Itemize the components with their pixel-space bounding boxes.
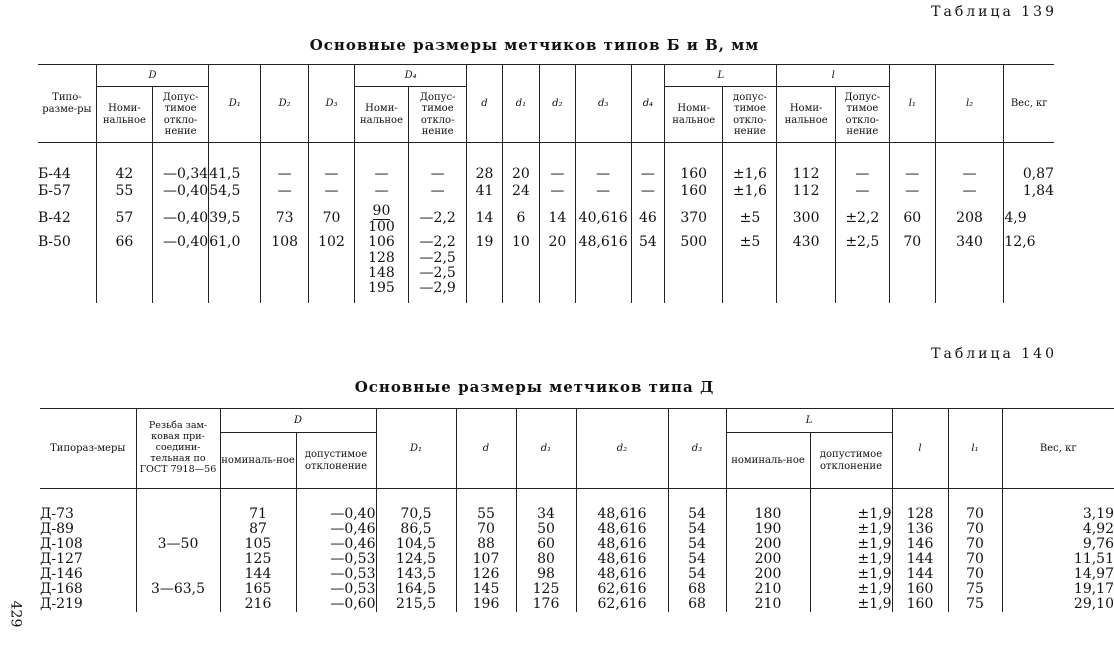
cell-weight: 12,6 bbox=[1004, 235, 1054, 251]
cell-thread bbox=[136, 567, 220, 582]
cell-D-nom: 165 bbox=[220, 582, 296, 597]
cell-d3: 68 bbox=[668, 597, 726, 612]
cell-d3: 54 bbox=[668, 507, 726, 522]
cell-l2: 208 bbox=[935, 204, 1004, 235]
cell-weight: 11,51 bbox=[1002, 552, 1114, 567]
cell-l-dev: — bbox=[835, 167, 889, 184]
cell-d2: 48,616 bbox=[576, 567, 668, 582]
cell-l1: 60 bbox=[889, 204, 935, 235]
cell-d4: 46 bbox=[631, 204, 664, 235]
cell-D4-dev: —2,5 bbox=[409, 251, 467, 266]
cell-d1: 24 bbox=[502, 184, 539, 204]
cell-L-dev: ±1,9 bbox=[810, 522, 892, 537]
cell-D4-dev: — bbox=[409, 184, 467, 204]
cell-D-dev: —0,53 bbox=[296, 552, 376, 567]
table140 bbox=[40, 408, 1114, 612]
cell-d2: 20 bbox=[540, 235, 575, 251]
header-d2: d₂ bbox=[540, 65, 575, 143]
cell-L-nom: 190 bbox=[726, 522, 810, 537]
cell-d3: 48,616 bbox=[575, 235, 631, 251]
header-D4-nom: Номи-нальное bbox=[354, 87, 408, 143]
header-D3: D₃ bbox=[309, 65, 355, 143]
cell-l1: 70 bbox=[948, 537, 1002, 552]
cell-d: 70 bbox=[456, 522, 516, 537]
cell-l1: 75 bbox=[948, 597, 1002, 612]
cell-l: 160 bbox=[892, 597, 948, 612]
cell-d: 145 bbox=[456, 582, 516, 597]
cell-d3: 54 bbox=[668, 567, 726, 582]
cell-d1: 80 bbox=[516, 552, 576, 567]
cell-D-nom: 87 bbox=[220, 522, 296, 537]
cell-D1: 215,5 bbox=[376, 597, 456, 612]
cell-d: 126 bbox=[456, 567, 516, 582]
cell-L-dev: ±1,9 bbox=[810, 567, 892, 582]
cell-l-nom: 112 bbox=[777, 167, 835, 184]
header-L: L bbox=[665, 65, 777, 87]
cell-D4-nom: 148 bbox=[354, 266, 408, 281]
cell-D1: 70,5 bbox=[376, 507, 456, 522]
table-row bbox=[40, 567, 1114, 582]
header-d: d bbox=[467, 65, 502, 143]
cell-l-nom: 430 bbox=[777, 235, 835, 251]
cell-d3: 40,616 bbox=[575, 204, 631, 235]
cell-D-dev: —0,53 bbox=[296, 567, 376, 582]
header-L-nom: Номи-нальное bbox=[665, 87, 723, 143]
cell-type: В-42 bbox=[38, 209, 71, 226]
cell-D3: — bbox=[309, 167, 355, 184]
cell-l1: 70 bbox=[948, 567, 1002, 582]
header-d4: d₄ bbox=[631, 65, 664, 143]
page-number: 429 bbox=[7, 600, 24, 628]
cell-d1: 98 bbox=[516, 567, 576, 582]
cell-l-nom: 112 bbox=[777, 184, 835, 204]
cell-thread bbox=[136, 522, 220, 537]
cell-d1: 176 bbox=[516, 597, 576, 612]
cell-type: Д-108 bbox=[40, 535, 83, 552]
table-row bbox=[38, 266, 1054, 281]
header-D: D bbox=[96, 65, 208, 87]
cell-D-dev: —0,40 bbox=[152, 184, 208, 204]
cell-D1: 164,5 bbox=[376, 582, 456, 597]
cell-l: 128 bbox=[892, 507, 948, 522]
cell-D4-dev: —2,9 bbox=[409, 281, 467, 303]
cell-l-dev: ±2,2 bbox=[835, 204, 889, 235]
cell-D-nom: 55 bbox=[96, 184, 152, 204]
cell-d1: 6 bbox=[502, 204, 539, 235]
header-l1: l₁ bbox=[948, 409, 1002, 489]
header-L-dev: допустимое отклонение bbox=[810, 433, 892, 489]
cell-D3: 102 bbox=[309, 235, 355, 251]
header-L-dev: допус-тимое откло-нение bbox=[723, 87, 777, 143]
cell-D-dev: —0,40 bbox=[296, 507, 376, 522]
cell-weight: 19,17 bbox=[1002, 582, 1114, 597]
header-D4-dev: Допус-тимое откло-нение bbox=[409, 87, 467, 143]
cell-D4-nom: 128 bbox=[354, 251, 408, 266]
cell-D3: — bbox=[309, 184, 355, 204]
cell-D2: 108 bbox=[261, 235, 309, 251]
header-weight: Вес, кг bbox=[1002, 409, 1114, 489]
cell-type: Б-57 bbox=[38, 182, 71, 199]
header-d1: d₁ bbox=[502, 65, 539, 143]
header-weight: Вес, кг bbox=[1004, 65, 1054, 143]
cell-D1: 54,5 bbox=[209, 184, 261, 204]
cell-D-dev: —0,46 bbox=[296, 522, 376, 537]
cell-D-dev: —0,34 bbox=[152, 167, 208, 184]
cell-type: Д-73 bbox=[40, 505, 74, 522]
header-l-nom: Номи-нальное bbox=[777, 87, 835, 143]
table140-label: Таблица 140 bbox=[931, 346, 1057, 362]
cell-d3: — bbox=[575, 184, 631, 204]
cell-d3: — bbox=[575, 167, 631, 184]
cell-D1: 39,5 bbox=[209, 204, 261, 235]
header-d3: d₃ bbox=[575, 65, 631, 143]
cell-D4-dev: —2,5 bbox=[409, 266, 467, 281]
cell-D3: 70 bbox=[309, 204, 355, 235]
header-D: D bbox=[220, 409, 376, 433]
cell-l2: — bbox=[935, 167, 1004, 184]
cell-weight: 29,10 bbox=[1002, 597, 1114, 612]
cell-l1: 70 bbox=[948, 507, 1002, 522]
header-thread: Резьба зам-ковая при-соедини-тельная по ГОСТ 7918—56 bbox=[136, 409, 220, 489]
header-d2: d₂ bbox=[576, 409, 668, 489]
cell-d4: 54 bbox=[631, 235, 664, 251]
header-d1: d₁ bbox=[516, 409, 576, 489]
cell-d: 28 bbox=[467, 167, 502, 184]
table-row bbox=[40, 522, 1114, 537]
cell-L-dev: ±1,6 bbox=[723, 184, 777, 204]
cell-L-nom: 210 bbox=[726, 582, 810, 597]
cell-d1: 10 bbox=[502, 235, 539, 251]
cell-weight: 14,97 bbox=[1002, 567, 1114, 582]
cell-L-nom: 200 bbox=[726, 537, 810, 552]
header-L: L bbox=[726, 409, 892, 433]
cell-D-dev: —0,53 bbox=[296, 582, 376, 597]
table140-title: Основные размеры метчиков типа Д bbox=[354, 378, 715, 396]
cell-d2: 62,616 bbox=[576, 597, 668, 612]
cell-type: Б-44 bbox=[38, 165, 71, 182]
cell-thread bbox=[136, 552, 220, 567]
cell-thread bbox=[136, 507, 220, 522]
cell-l1: 70 bbox=[889, 235, 935, 251]
cell-l: 136 bbox=[892, 522, 948, 537]
header-D-dev: Допус-тимое откло-нение bbox=[152, 87, 208, 143]
cell-weight: 3,19 bbox=[1002, 507, 1114, 522]
cell-d1: 20 bbox=[502, 167, 539, 184]
table-row bbox=[40, 507, 1114, 522]
table-row bbox=[40, 537, 1114, 552]
header-L-nom: номиналь-ное bbox=[726, 433, 810, 489]
table-row bbox=[38, 281, 1054, 303]
header-d: d bbox=[456, 409, 516, 489]
cell-L-dev: ±1,9 bbox=[810, 582, 892, 597]
cell-D4-nom: 106 bbox=[354, 235, 408, 251]
cell-d2: — bbox=[540, 167, 575, 184]
cell-d2: — bbox=[540, 184, 575, 204]
cell-D4-dev: —2,2 bbox=[409, 204, 467, 235]
cell-D2: — bbox=[261, 184, 309, 204]
cell-D1: 143,5 bbox=[376, 567, 456, 582]
cell-D-nom: 42 bbox=[96, 167, 152, 184]
cell-d3: 68 bbox=[668, 582, 726, 597]
cell-d3: 54 bbox=[668, 537, 726, 552]
cell-type: Д-168 bbox=[40, 580, 83, 597]
cell-D1: 104,5 bbox=[376, 537, 456, 552]
cell-d2: 62,616 bbox=[576, 582, 668, 597]
cell-D-nom: 71 bbox=[220, 507, 296, 522]
cell-d2: 48,616 bbox=[576, 522, 668, 537]
cell-d: 107 bbox=[456, 552, 516, 567]
header-type: Типо-разме-ры bbox=[38, 65, 96, 143]
cell-D4-dev: — bbox=[409, 167, 467, 184]
header-l2: l₂ bbox=[935, 65, 1004, 143]
cell-d3: 54 bbox=[668, 522, 726, 537]
cell-l1: 70 bbox=[948, 552, 1002, 567]
cell-d1: 125 bbox=[516, 582, 576, 597]
cell-D-dev: —0,46 bbox=[296, 537, 376, 552]
cell-L-dev: ±5 bbox=[723, 235, 777, 251]
table140-body bbox=[40, 489, 1114, 612]
cell-type: Д-127 bbox=[40, 550, 83, 567]
cell-d: 88 bbox=[456, 537, 516, 552]
cell-l-dev: ±2,5 bbox=[835, 235, 889, 251]
cell-D1: 124,5 bbox=[376, 552, 456, 567]
cell-d2: 48,616 bbox=[576, 537, 668, 552]
cell-l: 144 bbox=[892, 552, 948, 567]
header-l1: l₁ bbox=[889, 65, 935, 143]
cell-L-dev: ±1,9 bbox=[810, 597, 892, 612]
cell-d1: 50 bbox=[516, 522, 576, 537]
cell-D1: 41,5 bbox=[209, 167, 261, 184]
table-row bbox=[40, 597, 1114, 612]
header-D1: D₁ bbox=[209, 65, 261, 143]
cell-weight: 0,87 bbox=[1004, 167, 1054, 184]
cell-D4-nom bbox=[354, 204, 408, 235]
header-type: Типораз-меры bbox=[40, 409, 136, 489]
cell-L-nom: 370 bbox=[665, 204, 723, 235]
cell-type: Д-219 bbox=[40, 595, 83, 612]
cell-d3: 54 bbox=[668, 552, 726, 567]
cell-d1: 60 bbox=[516, 537, 576, 552]
cell-D-dev: —0,40 bbox=[152, 204, 208, 235]
cell-D-dev: —0,40 bbox=[152, 235, 208, 251]
cell-l1: — bbox=[889, 184, 935, 204]
cell-l: 144 bbox=[892, 567, 948, 582]
table-row bbox=[38, 251, 1054, 266]
cell-L-dev: ±1,9 bbox=[810, 507, 892, 522]
header-l-dev: Допус-тимое откло-нение bbox=[835, 87, 889, 143]
cell-L-dev: ±5 bbox=[723, 204, 777, 235]
cell-d: 55 bbox=[456, 507, 516, 522]
header-D1: D₁ bbox=[376, 409, 456, 489]
table-row bbox=[38, 235, 1054, 251]
cell-d2: 48,616 bbox=[576, 507, 668, 522]
cell-type: Д-89 bbox=[40, 520, 74, 537]
cell-L-dev: ±1,9 bbox=[810, 537, 892, 552]
cell-D-nom: 144 bbox=[220, 567, 296, 582]
table139 bbox=[38, 64, 1054, 303]
table-row bbox=[38, 184, 1054, 204]
cell-weight: 9,76 bbox=[1002, 537, 1114, 552]
cell-D4-dev: —2,2 bbox=[409, 235, 467, 251]
cell-l: 146 bbox=[892, 537, 948, 552]
header-l: l bbox=[892, 409, 948, 489]
cell-D4-nom: — bbox=[354, 184, 408, 204]
cell-d: 14 bbox=[467, 204, 502, 235]
table-row bbox=[40, 582, 1114, 597]
cell-l2: 340 bbox=[935, 235, 1004, 251]
cell-l-dev: — bbox=[835, 184, 889, 204]
table139-title: Основные размеры метчиков типов Б и В, мм bbox=[309, 36, 760, 54]
cell-d2: 14 bbox=[540, 204, 575, 235]
cell-D1: 61,0 bbox=[209, 235, 261, 251]
header-D-dev: допустимое отклонение bbox=[296, 433, 376, 489]
header-D-nom: Номи-нальное bbox=[96, 87, 152, 143]
cell-d2: 48,616 bbox=[576, 552, 668, 567]
cell-D4-nom: 195 bbox=[354, 281, 408, 303]
cell-weight: 1,84 bbox=[1004, 184, 1054, 204]
cell-l1: 75 bbox=[948, 582, 1002, 597]
cell-l1: 70 bbox=[948, 522, 1002, 537]
cell-weight: 4,92 bbox=[1002, 522, 1114, 537]
table-row bbox=[38, 167, 1054, 184]
cell-d4: — bbox=[631, 167, 664, 184]
cell-L-dev: ±1,6 bbox=[723, 167, 777, 184]
cell-l2: — bbox=[935, 184, 1004, 204]
cell-D-nom: 57 bbox=[96, 204, 152, 235]
cell-D2: 73 bbox=[261, 204, 309, 235]
cell-d: 19 bbox=[467, 235, 502, 251]
cell-L-nom: 180 bbox=[726, 507, 810, 522]
cell-d1: 34 bbox=[516, 507, 576, 522]
cell-d: 196 bbox=[456, 597, 516, 612]
table139-label: Таблица 139 bbox=[931, 4, 1057, 20]
table-row bbox=[38, 204, 1054, 235]
header-D-nom: номиналь-ное bbox=[220, 433, 296, 489]
cell-d4: — bbox=[631, 184, 664, 204]
cell-D-nom: 125 bbox=[220, 552, 296, 567]
cell-L-nom: 200 bbox=[726, 552, 810, 567]
cell-D2: — bbox=[261, 167, 309, 184]
cell-D4-nom-top: 90 bbox=[372, 202, 391, 219]
cell-weight: 4,9 bbox=[1004, 204, 1054, 235]
cell-thread bbox=[136, 597, 220, 612]
cell-D-nom: 105 bbox=[220, 537, 296, 552]
header-D4: D₄ bbox=[354, 65, 466, 87]
cell-l: 160 bbox=[892, 582, 948, 597]
cell-L-nom: 210 bbox=[726, 597, 810, 612]
cell-type: Д-146 bbox=[40, 565, 83, 582]
cell-D1: 86,5 bbox=[376, 522, 456, 537]
header-l: l bbox=[777, 65, 889, 87]
cell-L-nom: 160 bbox=[665, 167, 723, 184]
cell-thread: 3—50 bbox=[136, 537, 220, 552]
cell-l-nom: 300 bbox=[777, 204, 835, 235]
cell-D4-nom: — bbox=[354, 167, 408, 184]
header-D2: D₂ bbox=[261, 65, 309, 143]
cell-D-dev: —0,60 bbox=[296, 597, 376, 612]
cell-L-nom: 200 bbox=[726, 567, 810, 582]
cell-D-nom: 66 bbox=[96, 235, 152, 251]
cell-l1: — bbox=[889, 167, 935, 184]
cell-L-nom: 500 bbox=[665, 235, 723, 251]
cell-L-nom: 160 bbox=[665, 184, 723, 204]
cell-L-dev: ±1,9 bbox=[810, 552, 892, 567]
header-d3: d₃ bbox=[668, 409, 726, 489]
table-row bbox=[40, 552, 1114, 567]
cell-thread: 3—63,5 bbox=[136, 582, 220, 597]
cell-D-nom: 216 bbox=[220, 597, 296, 612]
cell-d: 41 bbox=[467, 184, 502, 204]
cell-D4-nom-bottom: 100 bbox=[368, 218, 395, 235]
cell-type: В-50 bbox=[38, 233, 71, 250]
